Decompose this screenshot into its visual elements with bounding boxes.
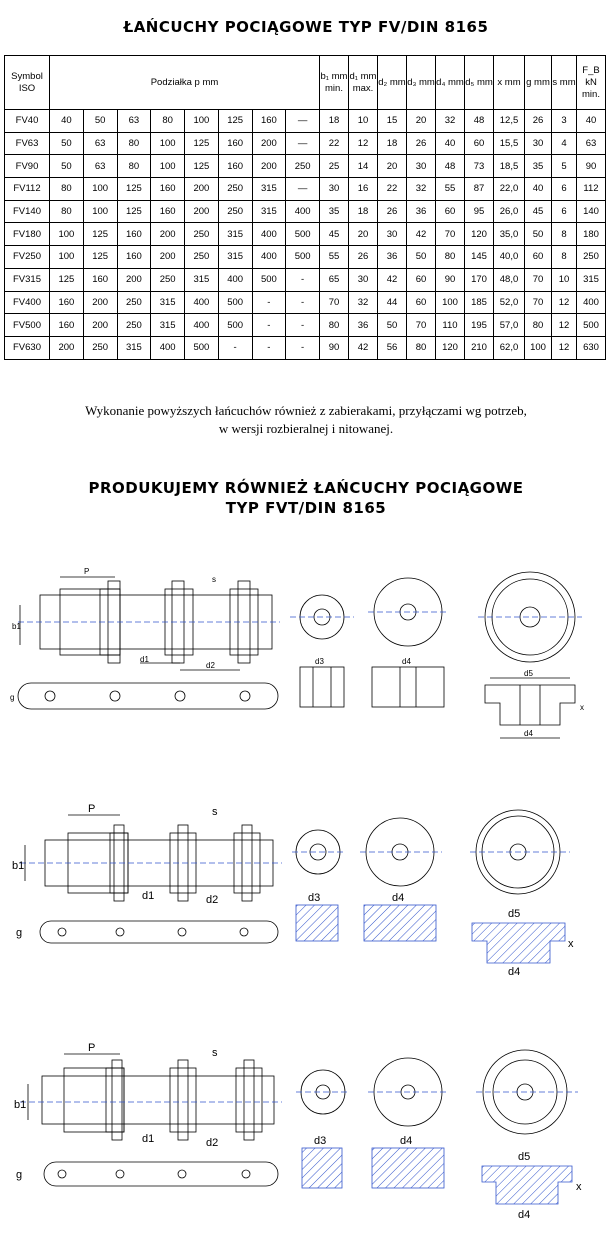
g-label: g [16, 1169, 23, 1181]
d3-label: d3 [315, 657, 324, 666]
table-cell: 73 [465, 155, 494, 178]
table-cell: 4 [552, 132, 577, 155]
table-cell: 315 [117, 336, 151, 359]
table-cell: 160 [117, 223, 151, 246]
table-cell: — [286, 132, 320, 155]
table-cell: 100 [50, 246, 84, 269]
table-cell: 315 [185, 268, 219, 291]
section-title [0, 478, 612, 518]
table-cell: 200 [83, 291, 117, 314]
table-cell: 15 [378, 110, 407, 133]
table-cell: 12 [552, 291, 577, 314]
table-cell: 250 [577, 246, 606, 269]
table-cell: 60 [465, 132, 494, 155]
symbol-cell: FV180 [5, 223, 50, 246]
b1-label: b1 [12, 622, 21, 631]
table-cell: 40,0 [494, 246, 525, 269]
table-cell: 30 [349, 268, 378, 291]
symbol-cell: FV630 [5, 336, 50, 359]
table-cell: 125 [185, 155, 219, 178]
d5-label: d5 [518, 1151, 531, 1163]
table-cell: 32 [407, 178, 436, 201]
table-cell: 80 [50, 178, 84, 201]
table-cell: 160 [50, 291, 84, 314]
table-cell: 40 [577, 110, 606, 133]
s-label: s [212, 806, 218, 818]
table-cell: 30 [525, 132, 552, 155]
table-cell: 56 [378, 336, 407, 359]
col-header-d3: d₃ mm [407, 56, 436, 110]
table-cell: 250 [151, 268, 185, 291]
d4-label: d4 [400, 1135, 413, 1147]
table-cell: 48 [436, 155, 465, 178]
table-cell: — [286, 178, 320, 201]
table-cell: 125 [218, 110, 252, 133]
d2-label: d2 [206, 661, 215, 670]
table-cell: - [218, 336, 252, 359]
d3-label: d3 [314, 1135, 327, 1147]
table-cell: 200 [151, 223, 185, 246]
table-cell: 10 [552, 268, 577, 291]
g-label: g [10, 693, 15, 702]
table-cell: 500 [218, 291, 252, 314]
note-line-1: Wykonanie powyższych łańcuchów również z zabierakami, przyłączami wg potrzeb, [85, 403, 527, 418]
table-cell: 16 [349, 178, 378, 201]
d4-label-2: d4 [508, 966, 521, 978]
g-label: g [16, 927, 23, 939]
table-cell: 62,0 [494, 336, 525, 359]
note-line-2: w wersji rozbieralnej i nitowanej. [218, 421, 394, 436]
table-cell: 63 [83, 132, 117, 155]
table-cell: 36 [407, 200, 436, 223]
table-cell: 18 [378, 132, 407, 155]
table-cell: 70 [320, 291, 349, 314]
table-cell: 160 [218, 132, 252, 155]
table-cell: 250 [185, 223, 219, 246]
d4-label-2: d4 [518, 1209, 531, 1221]
table-row [5, 178, 606, 201]
table-cell: 250 [117, 314, 151, 337]
table-cell: 500 [218, 314, 252, 337]
table-cell: 57,0 [494, 314, 525, 337]
table-row [5, 132, 606, 155]
table-cell: 250 [83, 336, 117, 359]
table-cell: 500 [252, 268, 286, 291]
table-cell: 26 [349, 246, 378, 269]
table-cell: 63 [117, 110, 151, 133]
table-cell: 200 [252, 155, 286, 178]
col-header-d1: d₁ mm max. [349, 56, 378, 110]
symbol-cell: FV90 [5, 155, 50, 178]
d5-label: d5 [508, 908, 521, 920]
table-cell: 30 [320, 178, 349, 201]
table-cell: — [286, 110, 320, 133]
table-cell: 200 [252, 132, 286, 155]
table-cell: 80 [525, 314, 552, 337]
table-cell: 200 [83, 314, 117, 337]
table-cell: 400 [218, 268, 252, 291]
table-cell: 400 [577, 291, 606, 314]
table-cell: 12 [552, 314, 577, 337]
table-cell: 100 [151, 155, 185, 178]
page-title: ŁAŃCUCHY POCIĄGOWE TYP FV/DIN 8165 [123, 18, 489, 36]
table-cell: 400 [185, 314, 219, 337]
table-cell: 18 [320, 110, 349, 133]
table-row [5, 223, 606, 246]
table-cell: 125 [117, 200, 151, 223]
table-cell: 315 [252, 200, 286, 223]
symbol-cell: FV63 [5, 132, 50, 155]
table-cell: 48,0 [494, 268, 525, 291]
table-cell: 50 [378, 314, 407, 337]
x-label: x [576, 1181, 582, 1193]
table-cell: 250 [218, 200, 252, 223]
table-cell: 125 [50, 268, 84, 291]
table-cell: 10 [349, 110, 378, 133]
table-cell: 30 [378, 223, 407, 246]
table-row [5, 200, 606, 223]
col-header-pitch: Podziałka p mm [50, 56, 320, 110]
table-cell: 250 [218, 178, 252, 201]
table-cell: - [286, 314, 320, 337]
col-header-d4: d₄ mm [436, 56, 465, 110]
table-cell: 45 [525, 200, 552, 223]
table-cell: 160 [83, 268, 117, 291]
col-header-b1: b₁ mm min. [320, 56, 349, 110]
table-cell: 55 [436, 178, 465, 201]
table-cell: 315 [218, 223, 252, 246]
table-cell: 14 [349, 155, 378, 178]
section-title-line-2: TYP FVT/DIN 8165 [225, 499, 387, 517]
table-cell: 80 [117, 132, 151, 155]
section-title-line-1: PRODUKUJEMY RÓWNIEŻ ŁAŃCUCHY POCIĄGOWE [88, 479, 524, 497]
table-cell: 250 [117, 291, 151, 314]
table-cell: 50 [50, 132, 84, 155]
table-cell: - [252, 291, 286, 314]
table-cell: 80 [151, 110, 185, 133]
table-cell: 200 [50, 336, 84, 359]
table-cell: - [286, 336, 320, 359]
table-cell: 90 [577, 155, 606, 178]
table-cell: - [252, 336, 286, 359]
table-cell: 70 [525, 291, 552, 314]
table-cell: 90 [320, 336, 349, 359]
table-cell: 180 [577, 223, 606, 246]
symbol-cell: FV250 [5, 246, 50, 269]
d4-label: d4 [402, 657, 411, 666]
table-cell: 12 [552, 336, 577, 359]
table-cell: 250 [185, 246, 219, 269]
table-row [5, 336, 606, 359]
col-header-d2: d₂ mm [378, 56, 407, 110]
table-cell: 125 [83, 246, 117, 269]
table-cell: 630 [577, 336, 606, 359]
table-cell: 80 [407, 336, 436, 359]
symbol-cell: FV315 [5, 268, 50, 291]
table-cell: 5 [552, 155, 577, 178]
table-cell: 100 [83, 178, 117, 201]
table-cell: 80 [436, 246, 465, 269]
table-cell: 3 [552, 110, 577, 133]
table-cell: 26 [525, 110, 552, 133]
table-cell: 160 [151, 178, 185, 201]
table-row [5, 268, 606, 291]
table-cell: 60 [407, 291, 436, 314]
table-cell: 60 [407, 268, 436, 291]
table-cell: 20 [407, 110, 436, 133]
table-cell: 40 [50, 110, 84, 133]
pitch-label: P [84, 567, 90, 576]
table-cell: 95 [465, 200, 494, 223]
table-cell: 170 [465, 268, 494, 291]
table-cell: 70 [436, 223, 465, 246]
table-cell: 125 [117, 178, 151, 201]
table-cell: 8 [552, 246, 577, 269]
chain-drawing-3 [0, 1030, 612, 1235]
table-cell: 185 [465, 291, 494, 314]
table-cell: 400 [252, 246, 286, 269]
table-cell: 120 [465, 223, 494, 246]
table-cell: 400 [286, 200, 320, 223]
symbol-cell: FV500 [5, 314, 50, 337]
table-cell: - [252, 314, 286, 337]
table-cell: 315 [151, 314, 185, 337]
table-cell: 26 [378, 200, 407, 223]
table-cell: 18,5 [494, 155, 525, 178]
table-cell: 60 [436, 200, 465, 223]
chain-drawing-2 [0, 795, 612, 985]
table-cell: 32 [349, 291, 378, 314]
table-cell: 48 [465, 110, 494, 133]
table-cell: 200 [185, 178, 219, 201]
table-cell: 60 [525, 246, 552, 269]
table-cell: 22 [320, 132, 349, 155]
table-cell: 45 [320, 223, 349, 246]
table-cell: 44 [378, 291, 407, 314]
table-cell: 400 [252, 223, 286, 246]
table-cell: 80 [320, 314, 349, 337]
table-row [5, 314, 606, 337]
table-cell: 55 [320, 246, 349, 269]
table-cell: 87 [465, 178, 494, 201]
table-cell: 8 [552, 223, 577, 246]
pitch-label: P [88, 1042, 96, 1054]
table-cell: 36 [349, 314, 378, 337]
table-cell: 200 [185, 200, 219, 223]
table-cell: 35 [320, 200, 349, 223]
table-cell: 50 [83, 110, 117, 133]
table-cell: 25 [320, 155, 349, 178]
table-row [5, 246, 606, 269]
table-row [5, 110, 606, 133]
table-cell: 20 [349, 223, 378, 246]
table-cell: 500 [286, 223, 320, 246]
table-cell: 35,0 [494, 223, 525, 246]
table-cell: - [286, 268, 320, 291]
table-header-row [5, 56, 606, 110]
table-cell: 125 [185, 132, 219, 155]
d2-label: d2 [206, 1137, 219, 1149]
table-cell: 100 [151, 132, 185, 155]
d2-label: d2 [206, 894, 219, 906]
s-label: s [212, 1047, 218, 1059]
table-cell: 500 [577, 314, 606, 337]
d1-label: d1 [142, 1133, 155, 1145]
table-cell: 145 [465, 246, 494, 269]
table-cell: 20 [378, 155, 407, 178]
symbol-cell: FV140 [5, 200, 50, 223]
table-cell: 42 [378, 268, 407, 291]
table-cell: 200 [151, 246, 185, 269]
table-cell: 500 [185, 336, 219, 359]
table-cell: 112 [577, 178, 606, 201]
x-label: x [568, 938, 574, 950]
col-header-fb: F_B kN min. [577, 56, 606, 110]
table-cell: 26 [407, 132, 436, 155]
d5-label: d5 [524, 669, 533, 678]
table-cell: 160 [218, 155, 252, 178]
table-cell: 400 [151, 336, 185, 359]
table-cell: 70 [407, 314, 436, 337]
pitch-label: P [88, 803, 96, 815]
table-cell: 160 [252, 110, 286, 133]
col-header-g: g mm [525, 56, 552, 110]
d4-label: d4 [392, 892, 405, 904]
table-cell: 210 [465, 336, 494, 359]
table-cell: 63 [83, 155, 117, 178]
table-cell: 50 [50, 155, 84, 178]
table-cell: 160 [151, 200, 185, 223]
x-label: x [580, 703, 584, 712]
symbol-cell: FV400 [5, 291, 50, 314]
table-cell: 6 [552, 200, 577, 223]
spec-table [4, 55, 606, 360]
table-cell: 100 [83, 200, 117, 223]
table-cell: 160 [117, 246, 151, 269]
b1-label: b1 [14, 1099, 27, 1111]
table-cell: 140 [577, 200, 606, 223]
table-cell: 100 [436, 291, 465, 314]
note-text [0, 402, 612, 438]
table-cell: 70 [525, 268, 552, 291]
table-cell: 125 [83, 223, 117, 246]
table-cell: 315 [577, 268, 606, 291]
symbol-cell: FV40 [5, 110, 50, 133]
table-cell: 100 [185, 110, 219, 133]
table-cell: 80 [117, 155, 151, 178]
table-cell: 12 [349, 132, 378, 155]
col-header-x: x mm [494, 56, 525, 110]
table-cell: 12,5 [494, 110, 525, 133]
col-header-d5: d₅ mm [465, 56, 494, 110]
table-cell: 40 [525, 178, 552, 201]
table-cell: 22,0 [494, 178, 525, 201]
s-label: s [212, 575, 216, 584]
symbol-cell: FV112 [5, 178, 50, 201]
table-cell: 200 [117, 268, 151, 291]
table-cell: 400 [185, 291, 219, 314]
d1-label: d1 [140, 655, 149, 664]
chain-drawing-1 [0, 555, 612, 760]
table-cell: 120 [436, 336, 465, 359]
table-row [5, 155, 606, 178]
b1-label: b1 [12, 860, 25, 872]
table-cell: 100 [525, 336, 552, 359]
table-cell: 26,0 [494, 200, 525, 223]
table-cell: 6 [552, 178, 577, 201]
table-cell: 35 [525, 155, 552, 178]
table-cell: 52,0 [494, 291, 525, 314]
table-cell: 250 [286, 155, 320, 178]
table-cell: 18 [349, 200, 378, 223]
table-cell: 36 [378, 246, 407, 269]
d3-label: d3 [308, 892, 321, 904]
table-cell: 160 [50, 314, 84, 337]
d1-label: d1 [142, 890, 155, 902]
table-cell: 40 [436, 132, 465, 155]
table-cell: 63 [577, 132, 606, 155]
table-cell: 15,5 [494, 132, 525, 155]
col-header-s: s mm [552, 56, 577, 110]
table-cell: 315 [252, 178, 286, 201]
table-cell: 195 [465, 314, 494, 337]
table-cell: 65 [320, 268, 349, 291]
table-cell: 42 [349, 336, 378, 359]
table-cell: 50 [525, 223, 552, 246]
table-row [5, 291, 606, 314]
table-cell: 50 [407, 246, 436, 269]
table-cell: 30 [407, 155, 436, 178]
col-header-symbol: Symbol ISO [5, 56, 50, 110]
table-cell: 500 [286, 246, 320, 269]
table-cell: 315 [151, 291, 185, 314]
table-cell: 32 [436, 110, 465, 133]
table-cell: 315 [218, 246, 252, 269]
table-cell: 90 [436, 268, 465, 291]
table-cell: 100 [50, 223, 84, 246]
table-cell: 110 [436, 314, 465, 337]
d4-label-2: d4 [524, 729, 533, 738]
table-cell: - [286, 291, 320, 314]
table-cell: 80 [50, 200, 84, 223]
table-cell: 42 [407, 223, 436, 246]
table-cell: 22 [378, 178, 407, 201]
